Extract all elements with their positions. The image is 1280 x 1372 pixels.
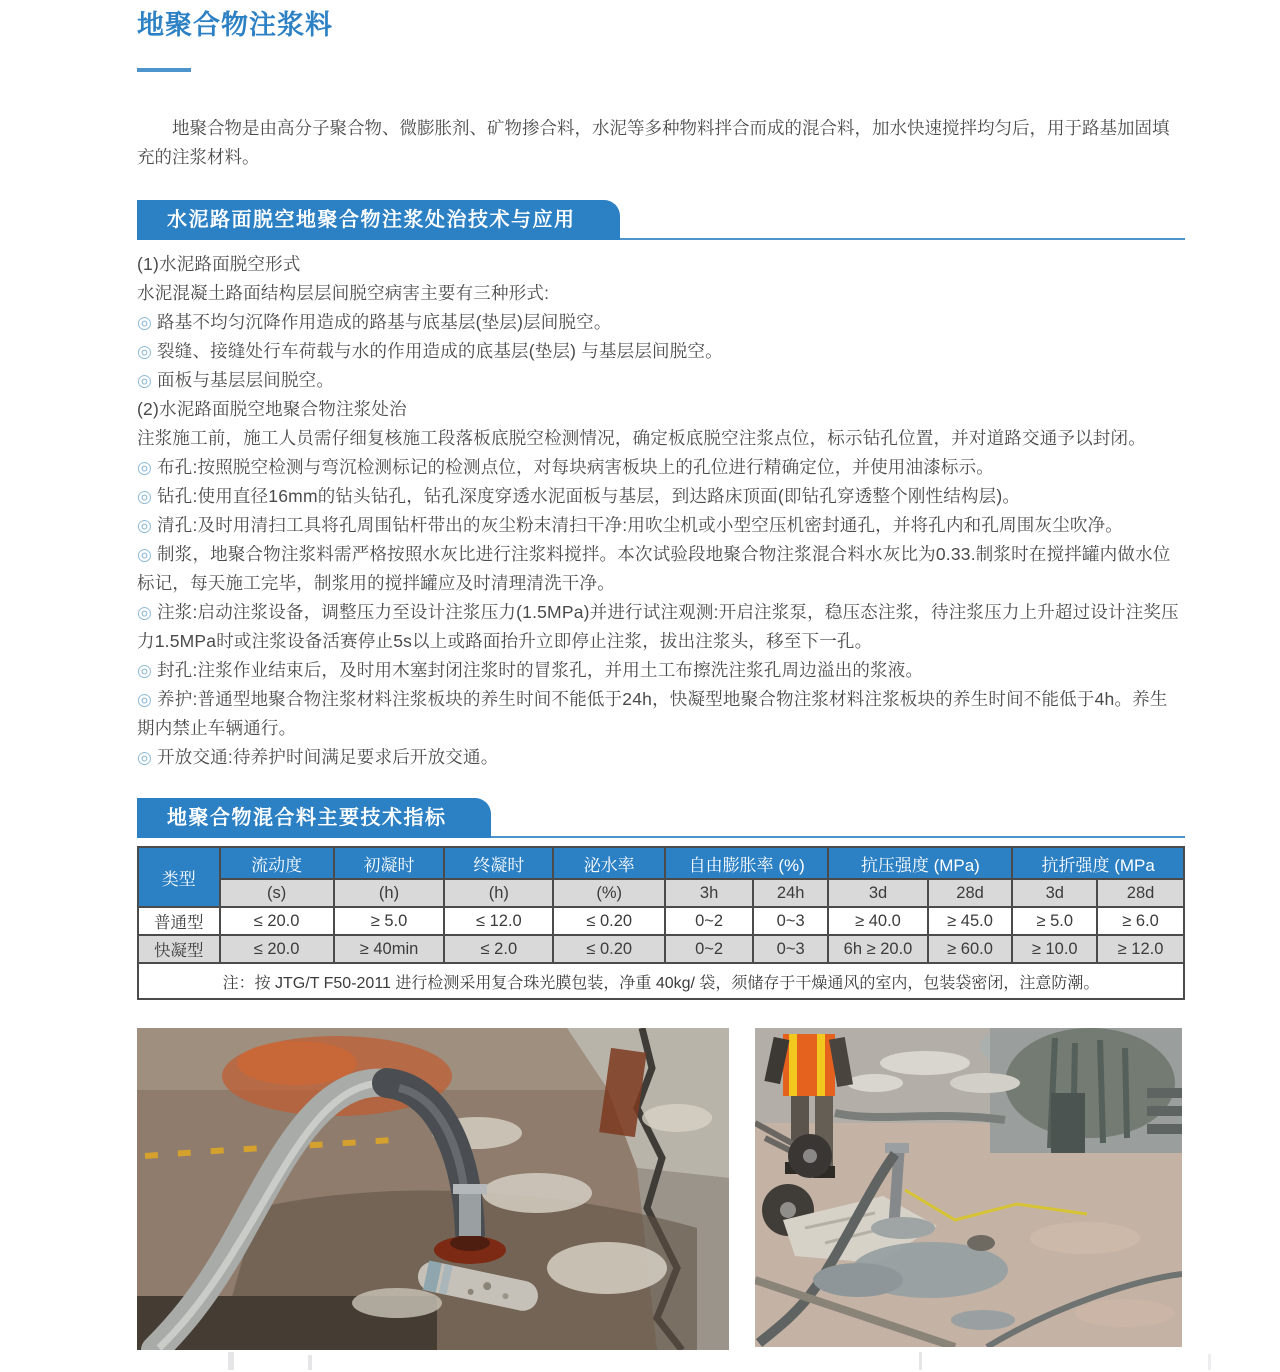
photo-pavement-grouting-hole	[137, 1028, 729, 1350]
table-cell: ≥ 60.0	[928, 935, 1013, 963]
ring-bullet-icon: ◎	[137, 690, 153, 709]
table-cell: ≥ 5.0	[334, 907, 445, 935]
body-paragraph: (2)水泥路面脱空地聚合物注浆处治	[137, 399, 407, 419]
table-cell: 0~3	[753, 907, 828, 935]
table-header-cell: 初凝时	[334, 847, 445, 879]
document-page	[137, 0, 1185, 1350]
table-cell: ≤ 0.20	[553, 907, 665, 935]
table-cell: ≤ 20.0	[220, 935, 334, 963]
page-artifact	[308, 1355, 312, 1370]
body-paragraph: 水泥混凝土路面结构层层间脱空病害主要有三种形式:	[137, 283, 550, 303]
body-paragraph: ◎ 清孔:及时用清扫工具将孔周围钻杆带出的灰尘粉末清扫干净:用吹尘机或小型空压机密封通孔，并将孔内和孔周围灰尘吹净。	[137, 515, 1123, 535]
ring-bullet-icon: ◎	[137, 458, 153, 477]
table-cell: ≥ 12.0	[1097, 935, 1184, 963]
intro-paragraph: 地聚合物是由高分子聚合物、微膨胀剂、矿物掺合料，水泥等多种物料拌合而成的混合料，加水快速搅拌均匀后，用于路基加固填充的注浆材料。	[137, 118, 1170, 167]
table-cell: ≤ 20.0	[220, 907, 334, 935]
ring-bullet-icon: ◎	[137, 545, 153, 564]
body-paragraph: ◎ 制浆，地聚合物注浆料需严格按照水灰比进行注浆料搅拌。本次试验段地聚合物注浆混合料水灰比为0.33.制浆时在搅拌罐内做水位标记，每天施工完毕，制浆用的搅拌罐应及时清理清洗干净。	[137, 544, 1171, 593]
table-cell: ≥ 45.0	[928, 907, 1013, 935]
table-subheader-cell: 3d	[828, 879, 927, 907]
row-type-cell: 快凝型	[138, 935, 220, 963]
ring-bullet-icon: ◎	[137, 603, 153, 622]
table-cell: ≥ 40.0	[828, 907, 927, 935]
ring-bullet-icon: ◎	[137, 661, 153, 680]
table-note: 注：按 JTG/T F50-2011 进行检测采用复合珠光膜包装，净重 40kg/ 袋，须储存于干燥通风的室内，包装袋密闭，注意防潮。	[138, 963, 1184, 999]
table-row	[138, 935, 1184, 963]
body-paragraph: 注浆施工前，施工人员需仔细复核施工段落板底脱空检测情况，确定板底脱空注浆点位，标示钻孔位置，并对道路交通予以封闭。	[137, 428, 1146, 448]
table-subheader-cell: 3d	[1012, 879, 1097, 907]
table-cell: ≥ 5.0	[1012, 907, 1097, 935]
body-paragraph: ◎ 开放交通:待养护时间满足要求后开放交通。	[137, 747, 499, 767]
body-paragraph: (1)水泥路面脱空形式	[137, 254, 301, 274]
section1-body	[137, 250, 1185, 772]
table-header-cell: 终凝时	[444, 847, 553, 879]
body-paragraph: ◎ 路基不均匀沉降作用造成的路基与底基层(垫层)层间脱空。	[137, 312, 612, 332]
page-title: 地聚合物注浆料	[137, 10, 333, 40]
table-subheader-cell: 28d	[928, 879, 1013, 907]
table-header-cell: 抗压强度 (MPa)	[828, 847, 1012, 879]
table-cell: ≤ 0.20	[553, 935, 665, 963]
table-cell: ≥ 10.0	[1012, 935, 1097, 963]
body-paragraph: ◎ 养护:普通型地聚合物注浆材料注浆板块的养生时间不能低于24h，快凝型地聚合物注浆材料注浆板块的养生时间不能低于4h。养生期内禁止车辆通行。	[137, 689, 1168, 738]
table-header-cell: 泌水率	[553, 847, 665, 879]
page-artifact	[919, 1352, 922, 1370]
row-type-cell: 普通型	[138, 907, 220, 935]
title-underline	[137, 68, 191, 72]
table-cell: ≤ 12.0	[444, 907, 553, 935]
table-subheader-cell: 28d	[1097, 879, 1184, 907]
photo-grouting-site-worker	[755, 1028, 1182, 1347]
section1-banner-row	[137, 200, 1185, 240]
spec-table	[137, 846, 1185, 1000]
body-paragraph: ◎ 布孔:按照脱空检测与弯沉检测标记的检测点位，对每块病害板块上的孔位进行精确定位，并使用油漆标示。	[137, 457, 995, 477]
table-subheader-cell: (%)	[553, 879, 665, 907]
table-subheader-cell: (h)	[334, 879, 445, 907]
photo-row	[137, 1028, 1185, 1350]
page-artifact	[1208, 1354, 1211, 1370]
section1-heading: 水泥路面脱空地聚合物注浆处治技术与应用	[137, 200, 620, 240]
ring-bullet-icon: ◎	[137, 516, 153, 535]
table-subheader-cell: 3h	[665, 879, 753, 907]
table-header-cell: 自由膨胀率 (%)	[665, 847, 828, 879]
table-cell: 0~2	[665, 907, 753, 935]
table-row	[138, 907, 1184, 935]
ring-bullet-icon: ◎	[137, 313, 153, 332]
table-cell: 0~3	[753, 935, 828, 963]
table-cell: ≥ 40min	[334, 935, 445, 963]
table-header-cell: 抗折强度 (MPa	[1012, 847, 1184, 879]
table-header-cell: 类型	[138, 847, 220, 907]
body-paragraph: ◎ 注浆:启动注浆设备，调整压力至设计注浆压力(1.5MPa)并进行试注观测:开启注浆泵，稳压态注浆，待注浆压力上升超过设计注奖压力1.5MPa时或注浆设备活赛停止5s以上或路面抬升立即停止注浆，拔出注浆头，移至下一孔。	[137, 602, 1179, 651]
body-paragraph: ◎ 面板与基层层间脱空。	[137, 370, 335, 390]
section2-banner-row	[137, 798, 1185, 838]
section2-heading: 地聚合物混合料主要技术指标	[137, 798, 491, 838]
table-cell: 6h ≥ 20.0	[828, 935, 927, 963]
body-paragraph: ◎ 钻孔:使用直径16mm的钻头钻孔，钻孔深度穿透水泥面板与基层，到达路床顶面(即钻孔穿透整个刚性结构层)。	[137, 486, 1021, 506]
table-cell: ≥ 6.0	[1097, 907, 1184, 935]
body-paragraph: ◎ 封孔:注浆作业结束后，及时用木塞封闭注浆时的冒浆孔，并用土工布擦洗注浆孔周边溢出的浆液。	[137, 660, 924, 680]
body-paragraph: ◎ 裂缝、接缝处行车荷载与水的作用造成的底基层(垫层) 与基层层间脱空。	[137, 341, 723, 361]
page-artifact	[228, 1352, 234, 1370]
ring-bullet-icon: ◎	[137, 371, 153, 390]
table-header-cell: 流动度	[220, 847, 334, 879]
table-cell: 0~2	[665, 935, 753, 963]
table-subheader-cell: 24h	[753, 879, 828, 907]
ring-bullet-icon: ◎	[137, 748, 153, 767]
ring-bullet-icon: ◎	[137, 342, 153, 361]
ring-bullet-icon: ◎	[137, 487, 153, 506]
table-subheader-cell: (s)	[220, 879, 334, 907]
table-subheader-cell: (h)	[444, 879, 553, 907]
table-cell: ≤ 2.0	[444, 935, 553, 963]
